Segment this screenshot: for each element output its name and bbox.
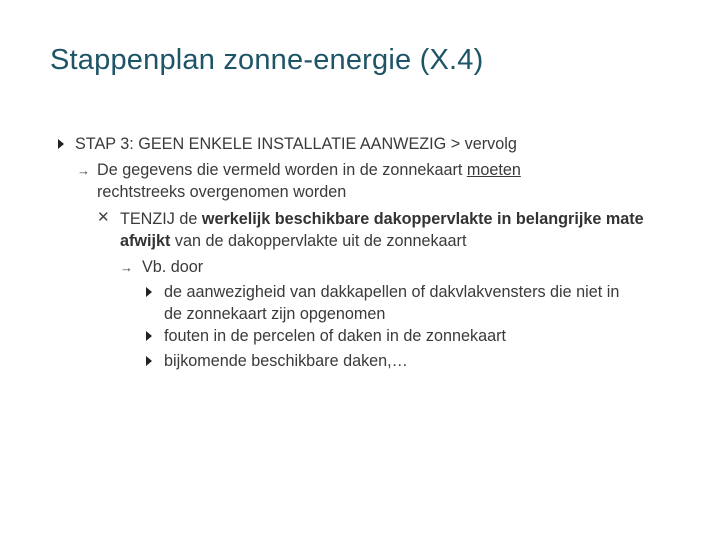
bullet-level3-bold: werkelijk beschikbare dakoppervlakte in belangrijke mate: [201, 210, 644, 228]
arrow-bullet-icon: →: [77, 163, 90, 178]
bullet-level4: Vb. door: [142, 258, 204, 276]
bullet-level5-item1: de aanwezigheid van dakkapellen of dakvlakvensters die niet in: [164, 283, 620, 301]
bullet-level2: [97, 159, 521, 181]
bullet-level5-item1-line2: de zonnekaart zijn opgenomen: [164, 305, 386, 323]
bullet-level2-text: De gegevens die vermeld worden in de zonnekaart: [97, 161, 467, 179]
bullet-level3-pre: TENZIJ de: [120, 210, 202, 228]
triangle-bullet-icon: [58, 139, 64, 149]
triangle-bullet-icon: [146, 287, 152, 297]
bullet-level3-line2: [120, 230, 466, 252]
cross-bullet-icon: ✕: [97, 209, 110, 226]
bullet-level5-item3: bijkomende beschikbare daken,…: [164, 352, 408, 370]
bullet-level3: [120, 208, 644, 230]
bullet-level1: STAP 3: GEEN ENKELE INSTALLATIE AANWEZIG > vervolg: [75, 135, 517, 153]
bullet-level2-line2: rechtstreeks overgenomen worden: [97, 183, 347, 201]
bullet-level2-underlined: moeten: [466, 161, 521, 179]
bullet-level5-item2: fouten in de percelen of daken in de zonnekaart: [164, 327, 506, 345]
bullet-level3-bold2: afwijkt: [120, 232, 171, 250]
triangle-bullet-icon: [146, 331, 152, 341]
arrow-bullet-icon: →: [120, 260, 133, 275]
bullet-level3-post: van de dakoppervlakte uit de zonnekaart: [170, 232, 467, 250]
slide-title: Stappenplan zonne-energie (X.4): [50, 44, 484, 76]
triangle-bullet-icon: [146, 356, 152, 366]
